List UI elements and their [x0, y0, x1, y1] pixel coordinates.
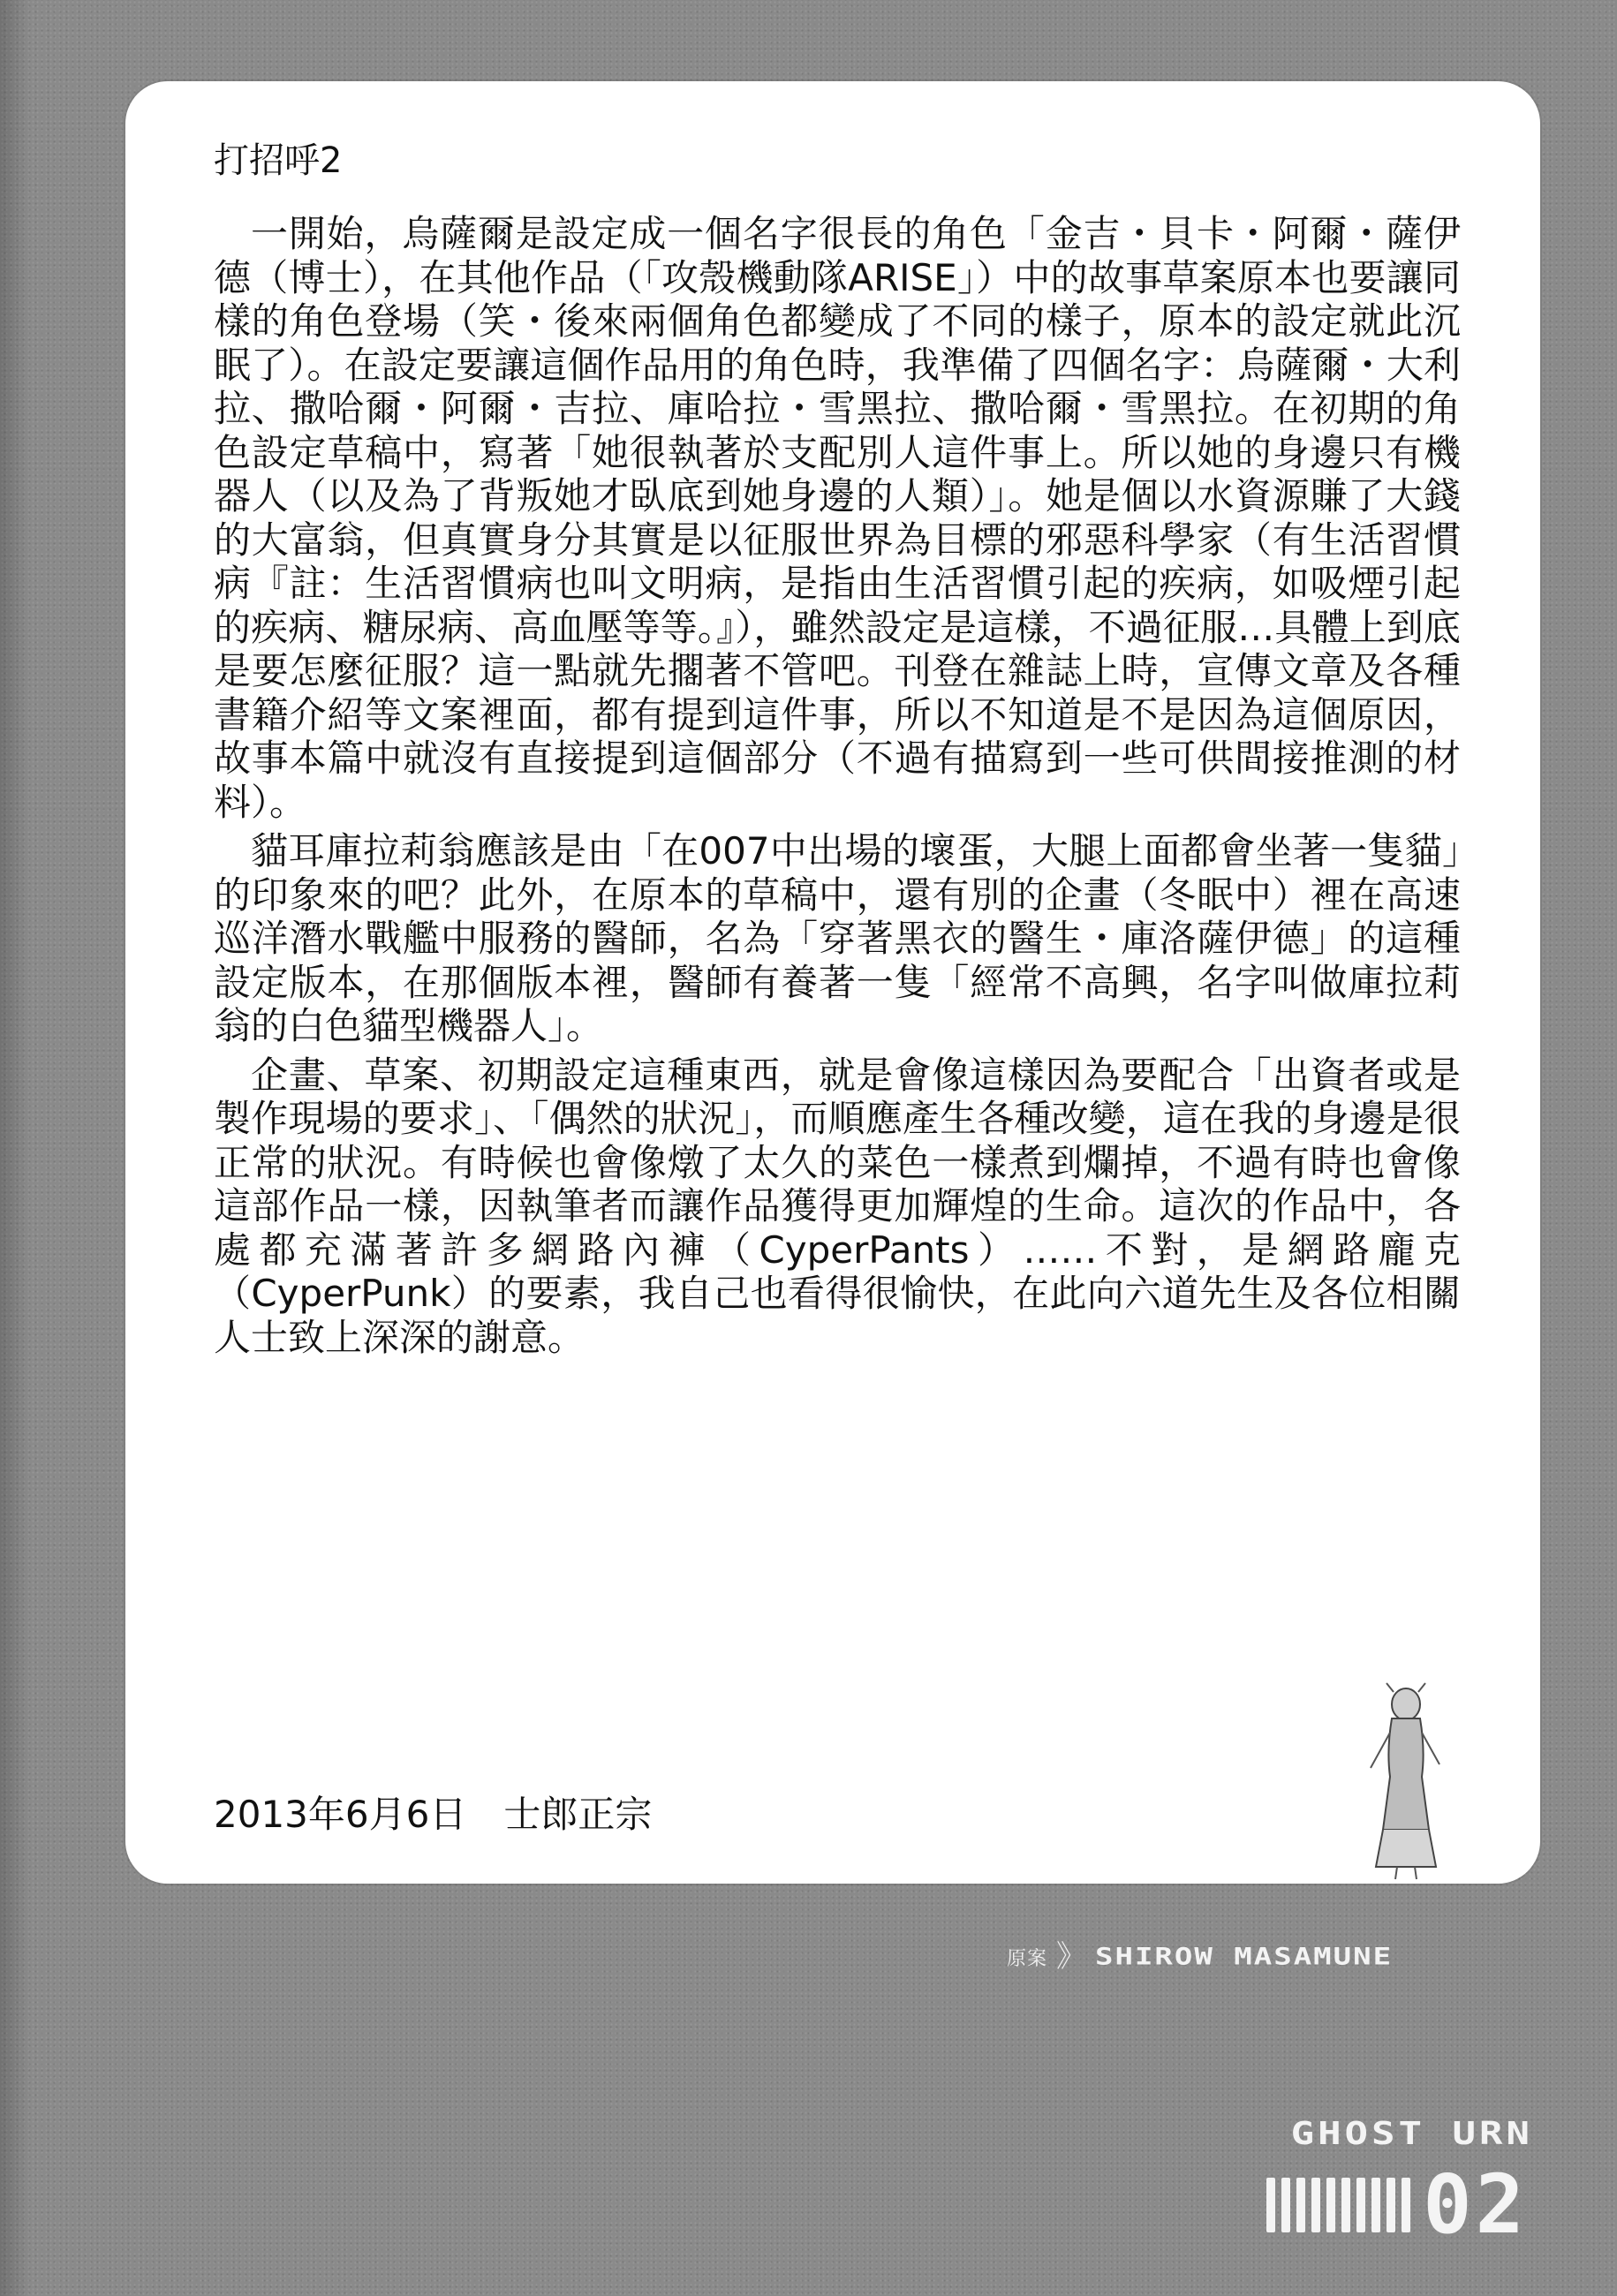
paragraph-3: 企畫、草案、初期設定這種東西，就是會像這樣因為要配合「出資者或是製作現場的要求」、「偶然的狀況」，而順應產生各種改變，這在我的身邊是很正常的狀況。有時候也會像燉了太久的菜色一樣煮到爛掉，不過有時也會像這部作品一樣，因執筆者而讓作品獲得更加輝煌的生命。這次的作品中，各處都充滿著許多網路內褲（CyperPants）……不對，是網路龐克（CyperPunk）的要素，我自己也看得很愉快，在此向六道先生及各位相關人士致上深深的謝意。	[214, 1053, 1461, 1359]
series-logo	[1127, 2116, 1533, 2252]
paragraph-1: 一開始，烏薩爾是設定成一個名字很長的角色「金吉・貝卡・阿爾・薩伊德（博士），在其他作品（「攻殼機動隊ARISE」）中的故事草案原本也要讓同樣的角色登場（笑・後來兩個角色都變成了不同的樣子，原本的設定就此沉眠了）。在設定要讓這個作品用的角色時，我準備了四個名字：烏薩爾・大利拉、撒哈爾・阿爾・吉拉、庫哈拉・雪黑拉、撒哈爾・雪黑拉。在初期的角色設定草稿中，寫著「她很執著於支配別人這件事上。所以她的身邊只有機器人（以及為了背叛她才臥底到她身邊的人類）」。她是個以水資源賺了大錢的大富翁，但真實身分其實是以征服世界為目標的邪惡科學家（有生活習慣病『註：生活習慣病也叫文明病，是指由生活習慣引起的疾病，如吸煙引起的疾病、糖尿病、高血壓等等。』），雖然設定是這樣，不過征服…具體上到底是要怎麼征服？這一點就先擱著不管吧。刊登在雜誌上時，宣傳文章及各種書籍介紹等文案裡面，都有提到這件事，所以不知道是不是因為這個原因，故事本篇中就沒有直接提到這個部分（不過有描寫到一些可供間接推測的材料）。	[214, 212, 1461, 824]
paragraph-2: 貓耳庫拉莉翁應該是由「在007中出場的壞蛋，大腿上面都會坐著一隻貓」的印象來的吧？此外，在原本的草稿中，還有別的企畫（冬眠中）裡在高速巡洋潛水戰艦中服務的醫師，名為「穿著黑衣的醫生・庫洛薩伊德」的這種設定版本，在那個版本裡，醫師有養著一隻「經常不高興，名字叫做庫拉莉翁的白色貓型機器人」。	[214, 829, 1461, 1047]
date-author-signature: 2013年6月6日 士郎正宗	[214, 1793, 653, 1836]
afterword-panel	[125, 81, 1540, 1884]
afterword-body	[214, 212, 1461, 1359]
credit-author-name: SHIROW MASAMUNE	[1095, 1943, 1394, 1971]
character-silhouette-icon	[1318, 1680, 1494, 1883]
afterword-title: 打招呼2	[214, 140, 343, 181]
logo-bars-icon	[1266, 2178, 1410, 2232]
chevron-right-icon: 》	[1056, 1939, 1087, 1975]
logo-title: GHOST URN	[1290, 2116, 1533, 2152]
logo-volume	[1266, 2157, 1528, 2252]
credit-line	[1007, 1937, 1393, 1976]
credit-label: 原案	[1007, 1947, 1048, 1970]
logo-volume-number: 02	[1423, 2157, 1528, 2252]
page-binding-shadow	[0, 0, 30, 2296]
